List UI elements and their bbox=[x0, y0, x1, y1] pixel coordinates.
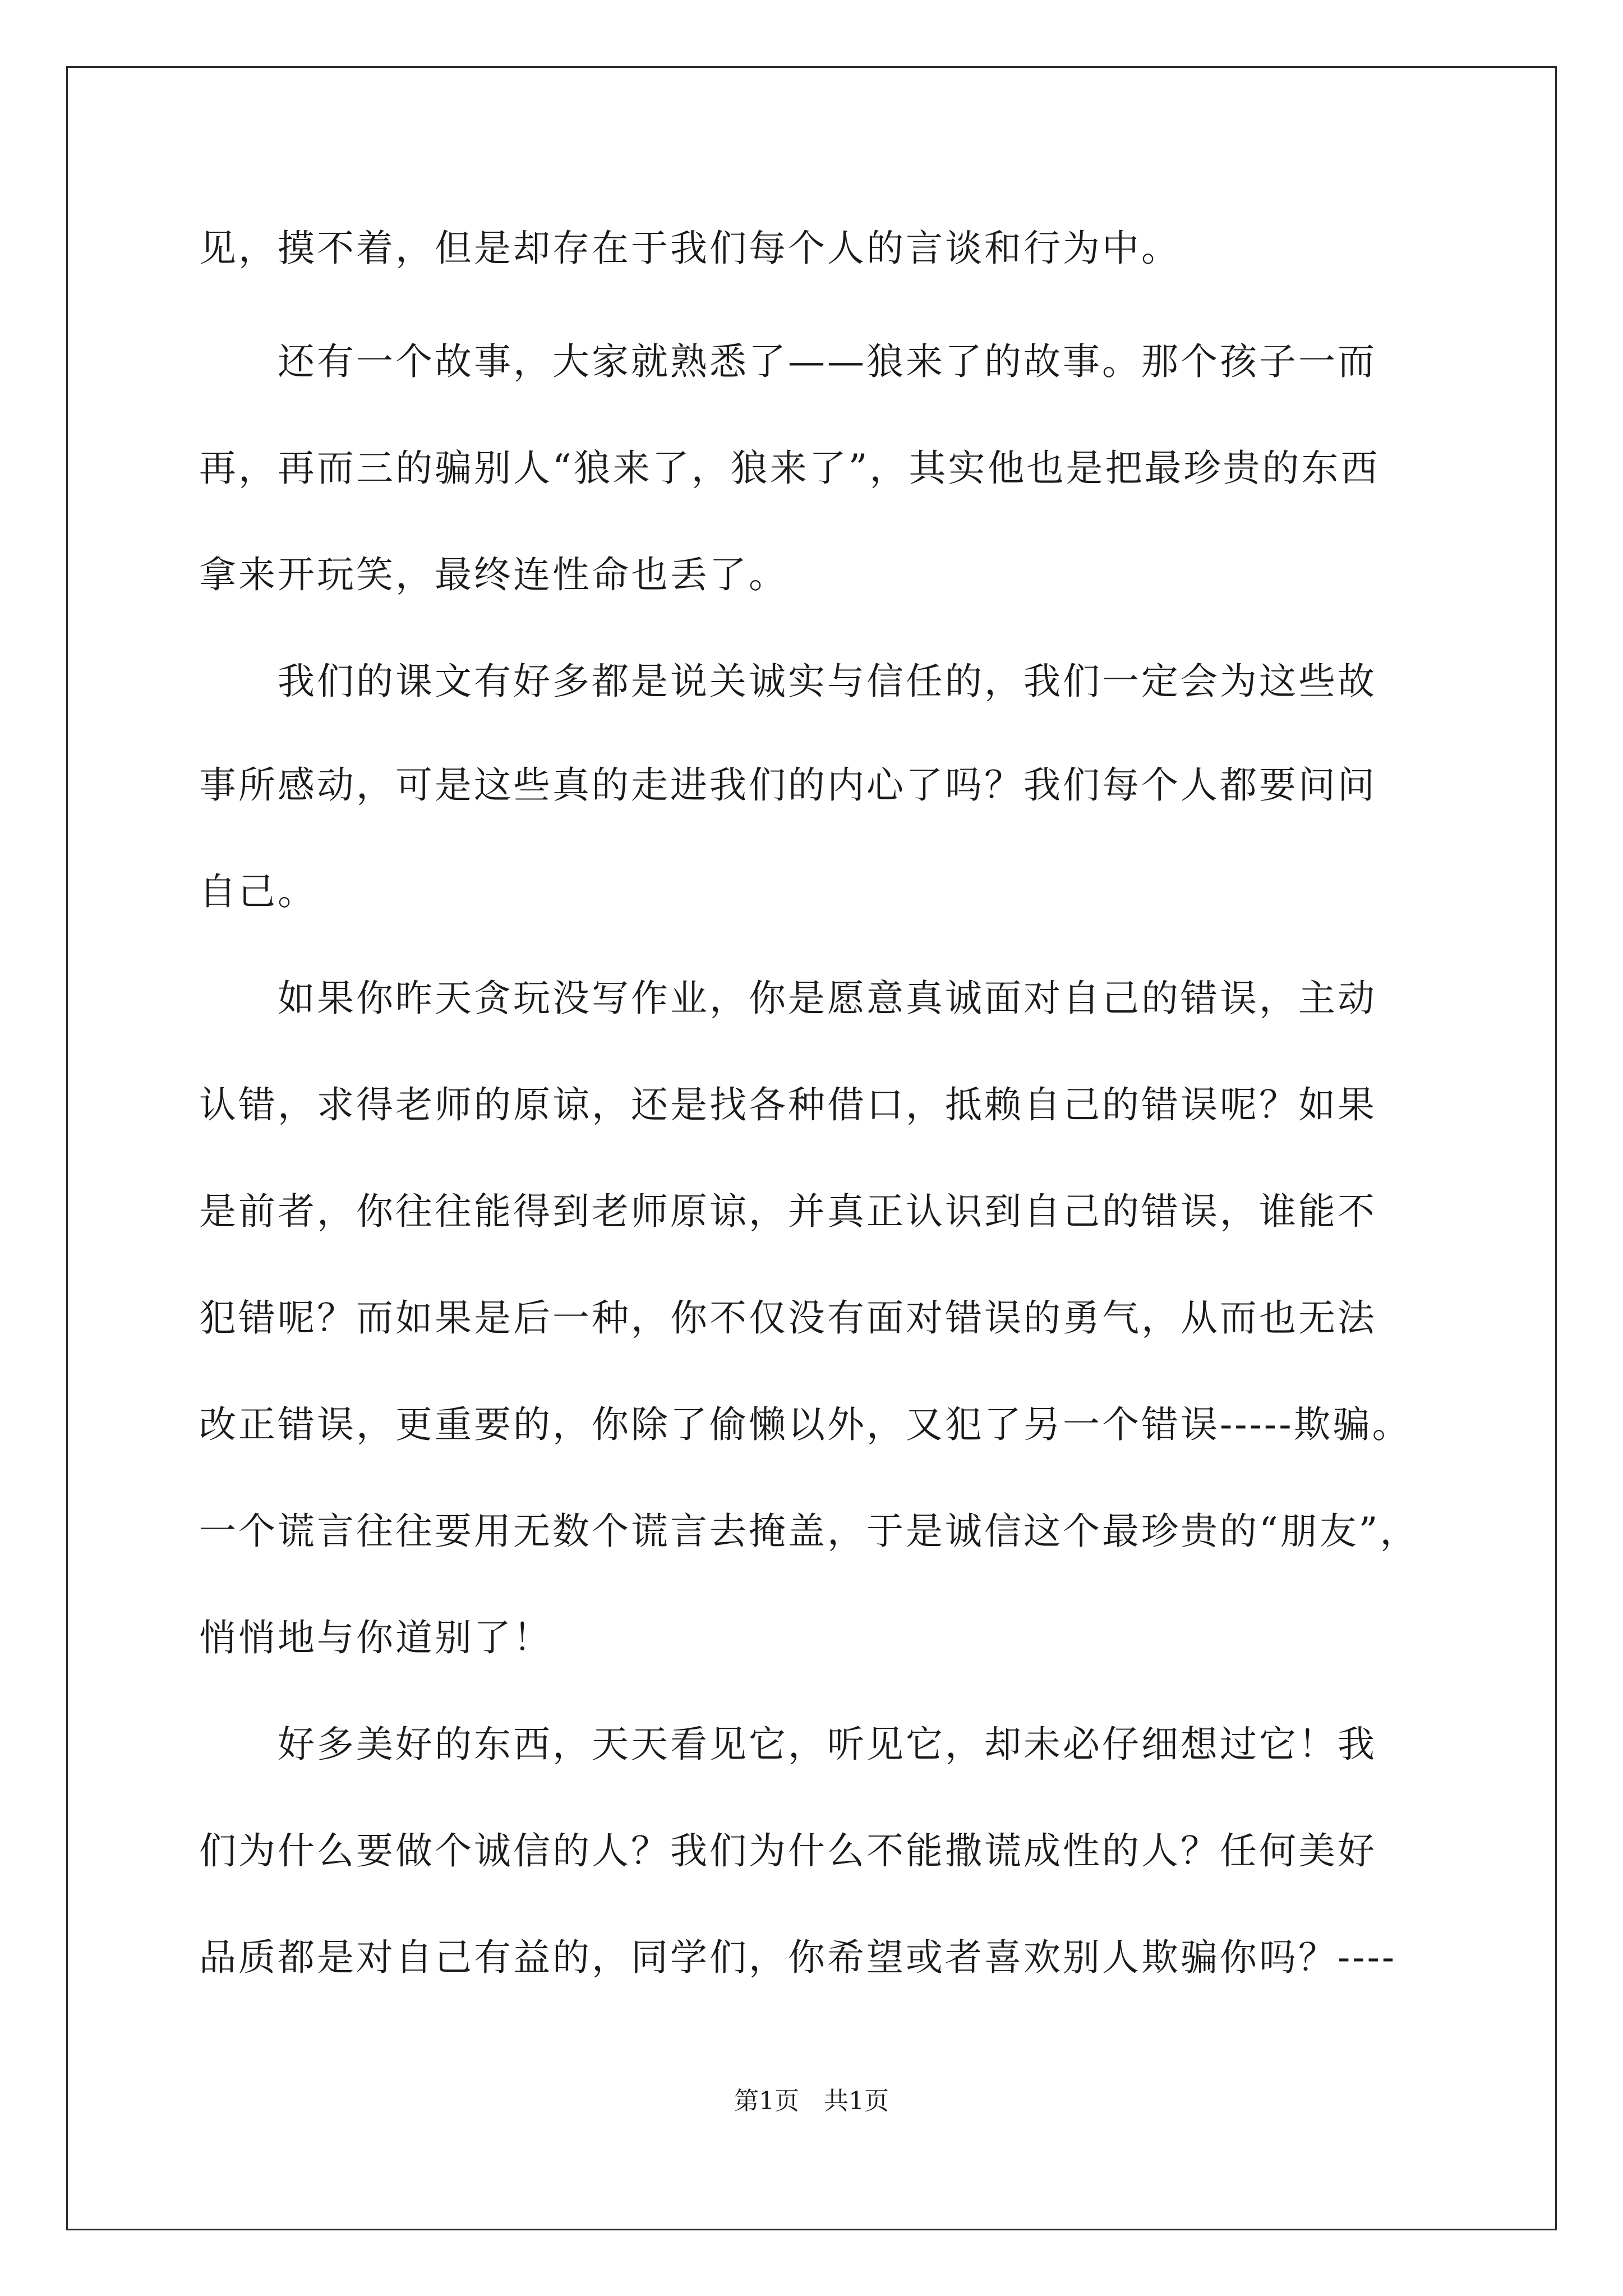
text-line: 再，再而三的骗别人“狼来了，狼来了”，其实他也是把最珍贵的东西 bbox=[199, 447, 1380, 490]
text-line: 一个谎言往往要用无数个谎言去掩盖，于是诚信这个最珍贵的“朋友”， bbox=[199, 1510, 1419, 1553]
text-line: 见，摸不着，但是却存在于我们每个人的言谈和行为中。 bbox=[199, 227, 1181, 270]
text-line: 品质都是对自己有益的，同学们，你希望或者喜欢别人欺骗你吗？---- bbox=[199, 1936, 1397, 1979]
text-line: 还有一个故事，大家就熟悉了——狼来了的故事。那个孩子一而 bbox=[199, 340, 1377, 383]
page-number-footer: 第1页 共1页 bbox=[734, 2087, 889, 2115]
text-line: 悄悄地与你道别了！ bbox=[199, 1616, 552, 1659]
page-border bbox=[66, 66, 1557, 2230]
text-line: 事所感动，可是这些真的走进我们的内心了吗？我们每个人都要问问 bbox=[199, 763, 1377, 807]
text-line: 我们的课文有好多都是说关诚实与信任的，我们一定会为这些故 bbox=[199, 660, 1377, 703]
text-line: 改正错误，更重要的，你除了偷懒以外，又犯了另一个错误-----欺骗。 bbox=[199, 1403, 1412, 1446]
text-line: 拿来开玩笑，最终连性命也丢了。 bbox=[199, 553, 788, 596]
text-line: 好多美好的东西，天天看见它，听见它，却未必仔细想过它！我 bbox=[199, 1723, 1377, 1766]
text-line: 们为什么要做个诚信的人？我们为什么不能撒谎成性的人？任何美好 bbox=[199, 1829, 1377, 1872]
text-line: 犯错呢？而如果是后一种，你不仅没有面对错误的勇气，从而也无法 bbox=[199, 1296, 1377, 1340]
text-line: 认错，求得老师的原谅，还是找各种借口，抵赖自己的错误呢？如果 bbox=[199, 1083, 1377, 1126]
text-line: 是前者，你往往能得到老师原谅，并真正认识到自己的错误，谁能不 bbox=[199, 1190, 1377, 1233]
text-line: 自己。 bbox=[199, 870, 317, 913]
text-line: 如果你昨天贪玩没写作业，你是愿意真诚面对自己的错误，主动 bbox=[199, 977, 1377, 1020]
